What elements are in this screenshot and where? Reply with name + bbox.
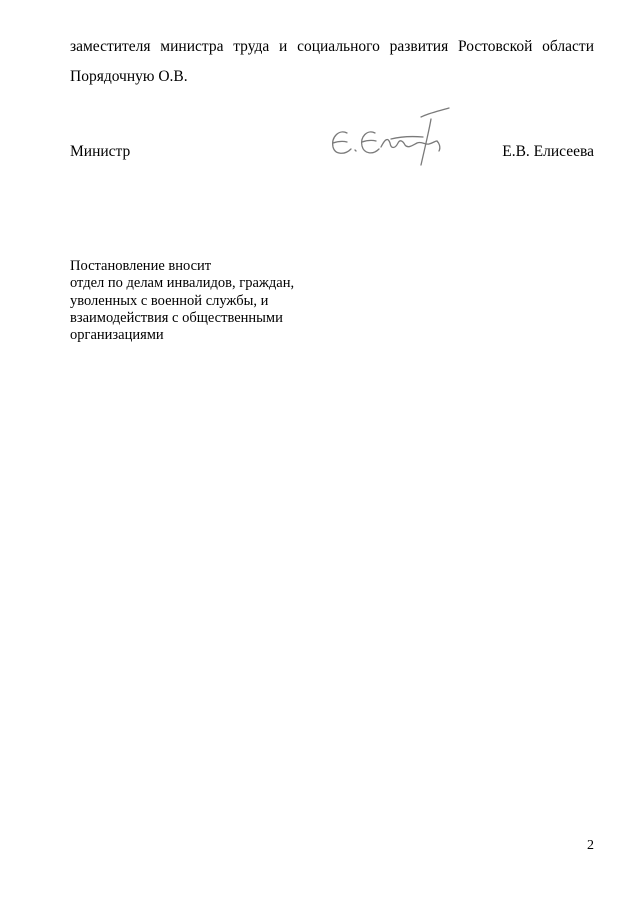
note-line: отдел по делам инвалидов, граждан,	[70, 275, 295, 292]
signatory-name: Е.В. Елисеева	[502, 143, 594, 160]
signatory-title: Министр	[70, 143, 131, 160]
page-number: 2	[587, 838, 594, 853]
body-line-person-name: Порядочную О.В.	[70, 68, 188, 85]
note-line: организациями	[70, 327, 164, 344]
body-line-deputy-minister: заместителя министра труда и социального развития Ростовской области	[70, 38, 594, 55]
signature-block	[70, 143, 594, 163]
note-line: уволенных с военной службы, и	[70, 292, 269, 309]
note-line: Постановление вносит	[70, 258, 212, 274]
note-line: взаимодействия с общественными	[70, 309, 283, 326]
submission-note	[70, 258, 294, 344]
